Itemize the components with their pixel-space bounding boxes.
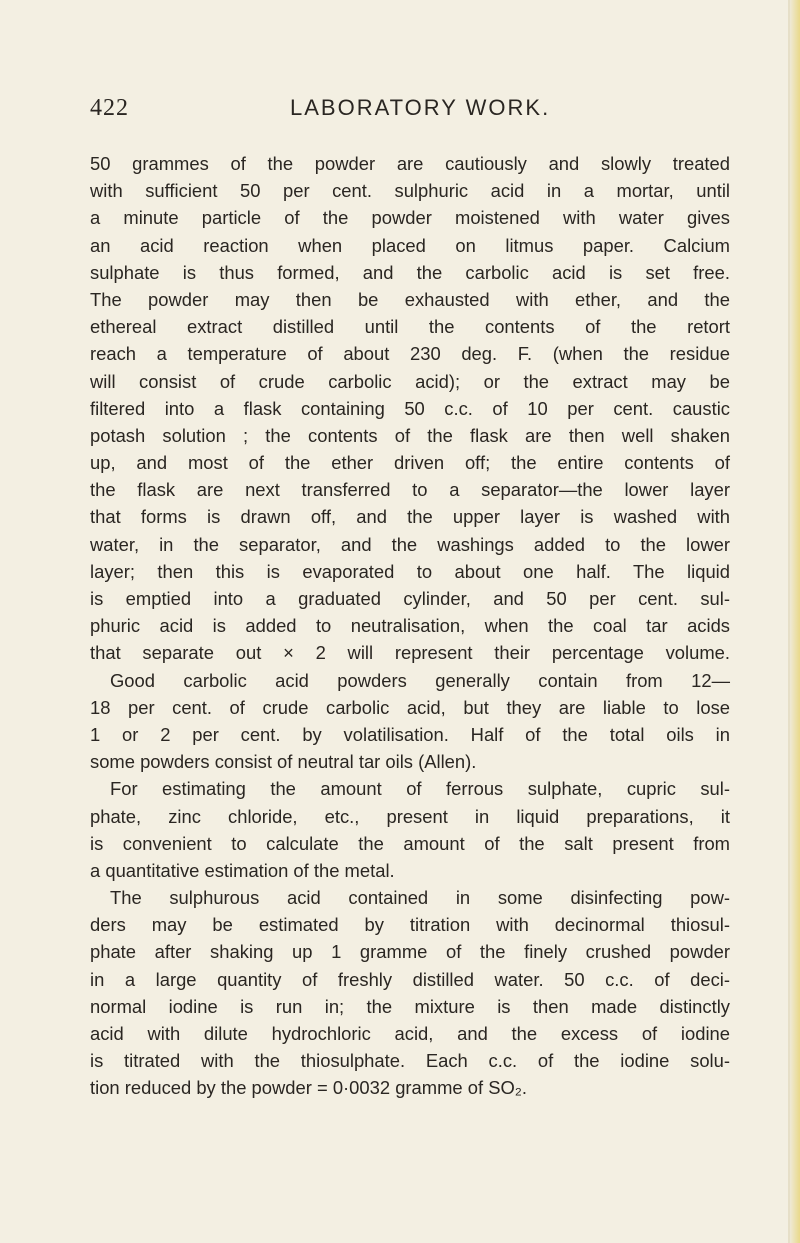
text-line: filtered into a flask containing 50 c.c. of 10 per cent. caustic <box>90 397 730 419</box>
text-line: phate after shaking up 1 gramme of the finely crushed powder <box>90 941 730 963</box>
text-line: The sulphurous acid contained in some disinfecting pow- <box>110 887 730 909</box>
text-line: is titrated with the thiosulphate. Each c.c. of the iodine solu- <box>90 1050 730 1072</box>
page-edge <box>790 0 800 1243</box>
text-line: normal iodine is run in; the mixture is then made distinctly <box>90 995 730 1017</box>
text-line: potash solution ; the contents of the flask are then well shaken <box>90 424 730 446</box>
text-line: reach a temperature of about 230 deg. F. (when the residue <box>90 343 730 365</box>
text-line: up, and most of the ether driven off; the entire contents of <box>90 452 730 474</box>
text-line: in a large quantity of freshly distilled water. 50 c.c. of deci- <box>90 968 730 990</box>
text-line: a quantitative estimation of the metal. <box>90 859 395 881</box>
text-line: is convenient to calculate the amount of the salt present from <box>90 832 730 854</box>
body-text <box>90 150 730 1102</box>
text-line: an acid reaction when placed on litmus paper. Calcium <box>90 234 730 256</box>
text-line: that forms is drawn off, and the upper layer is washed with <box>90 506 730 528</box>
text-line: ethereal extract distilled until the contents of the retort <box>90 316 730 338</box>
text-line: 50 grammes of the powder are cautiously and slowly treated <box>90 153 730 174</box>
page-header <box>90 95 720 127</box>
page-number: 422 <box>90 95 129 121</box>
text-line: ders may be estimated by titration with decinormal thiosul- <box>90 914 730 936</box>
text-line: phate, zinc chloride, etc., present in liquid preparations, it <box>90 805 730 827</box>
text-line: For estimating the amount of ferrous sulphate, cupric sul- <box>110 778 730 800</box>
text-line: the flask are next transferred to a separator—the lower layer <box>90 479 730 501</box>
text-line: with sufficient 50 per cent. sulphuric acid in a mortar, until <box>90 180 730 202</box>
text-line: a minute particle of the powder moistened with water gives <box>90 207 730 229</box>
text-line: The powder may then be exhausted with ether, and the <box>90 288 730 310</box>
text-line: water, in the separator, and the washings added to the lower <box>90 533 730 555</box>
text-line: is emptied into a graduated cylinder, and 50 per cent. sul- <box>90 588 730 609</box>
text-line: acid with dilute hydrochloric acid, and the excess of iodine <box>90 1023 730 1044</box>
running-head: LABORATORY WORK. <box>290 95 551 120</box>
text-line: that separate out × 2 will represent their percentage volume. <box>90 642 730 664</box>
text-line: some powders consist of neutral tar oils (Allen). <box>90 751 477 773</box>
text-line: phuric acid is added to neutralisation, when the coal tar acids <box>90 615 730 637</box>
text-line: sulphate is thus formed, and the carbolic acid is set free. <box>90 261 730 283</box>
text-line: 1 or 2 per cent. by volatilisation. Half of the total oils in <box>90 723 730 745</box>
text-line: layer; then this is evaporated to about one half. The liquid <box>90 560 730 582</box>
text-line: will consist of crude carbolic acid); or the extract may be <box>90 370 730 392</box>
text-line: 18 per cent. of crude carbolic acid, but they are liable to lose <box>90 696 730 718</box>
text-line: Good carbolic acid powders generally contain from 12— <box>110 669 730 691</box>
text-line: tion reduced by the powder = 0·0032 gramme of SO₂. <box>90 1077 528 1099</box>
